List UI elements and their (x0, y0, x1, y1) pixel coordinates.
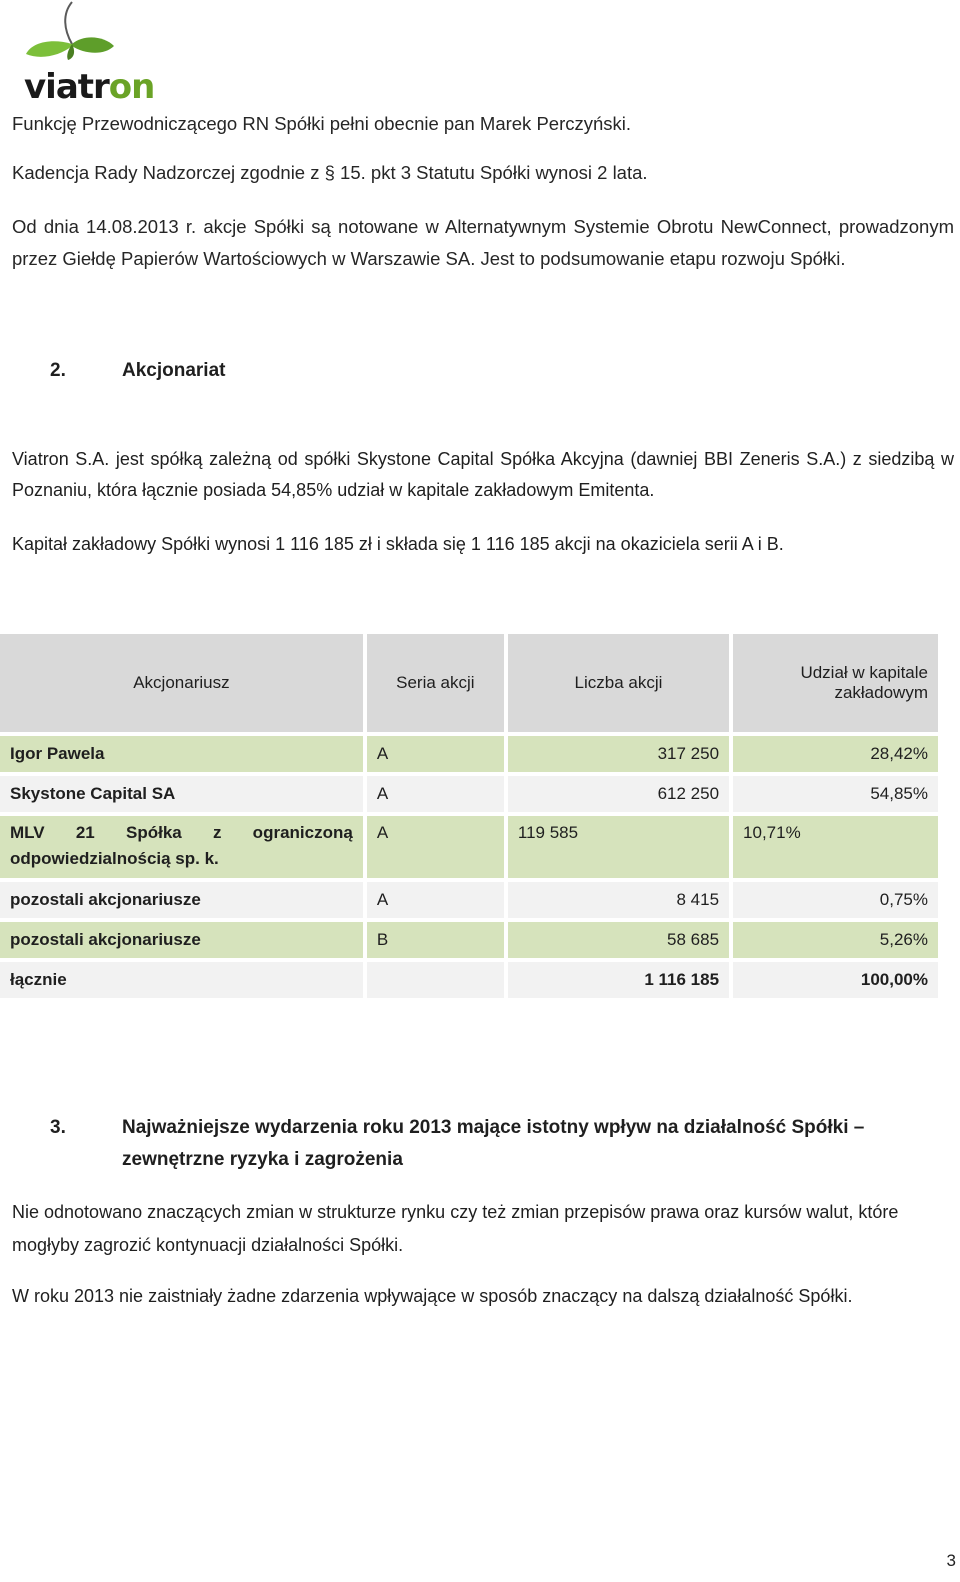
cell-series: A (367, 816, 508, 882)
logo-wordmark (24, 67, 155, 107)
cell-series: B (367, 922, 508, 962)
cell-share-pct: 54,85% (733, 776, 942, 816)
table-row (0, 882, 942, 922)
cell-share-pct: 10,71% (733, 816, 942, 882)
cell-share-pct: 0,75% (733, 882, 942, 922)
table-row (0, 736, 942, 776)
cell-total-share-pct: 100,00% (733, 962, 942, 1002)
cell-series: A (367, 882, 508, 922)
table-row (0, 816, 942, 882)
shareholder-table (0, 634, 942, 1002)
section-3-title: Najważniejsze wydarzenia roku 2013 mające istotny wpływ na działalność Spółki – zewnętrzne ryzyka i zagrożenia (122, 1117, 865, 1170)
cell-series: A (367, 776, 508, 816)
intro-paragraph-1: Funkcję Przewodniczącego RN Spółki pełni obecnie pan Marek Perczyński. (12, 113, 632, 134)
logo-text-main: viatr (24, 67, 109, 107)
cell-share-pct: 5,26% (733, 922, 942, 962)
cell-holder: MLV 21 Spółka z ograniczoną odpowiedzialnością sp. k. (0, 816, 367, 882)
header-series: Seria akcji (367, 634, 508, 736)
cell-shares: 119 585 (508, 816, 733, 882)
cell-shares: 58 685 (508, 922, 733, 962)
cell-holder: pozostali akcjonariusze (0, 882, 367, 922)
table-header-row (0, 634, 942, 736)
table-row (0, 776, 942, 816)
section-2-paragraph-2: Kapitał zakładowy Spółki wynosi 1 116 185 zł i składa się 1 116 185 akcji na okaziciela serii A i B. (12, 534, 784, 554)
cell-series: A (367, 736, 508, 776)
cell-total-series (367, 962, 508, 1002)
section-3-number: 3. (50, 1117, 66, 1138)
section-2-title: Akcjonariat (122, 360, 226, 381)
cell-total-shares: 1 116 185 (508, 962, 733, 1002)
cell-holder: Igor Pawela (0, 736, 367, 776)
cell-total-label: łącznie (0, 962, 367, 1002)
header-capital-share: Udział w kapitale zakładowym (733, 634, 942, 736)
intro-paragraph-2: Kadencja Rady Nadzorczej zgodnie z § 15. pkt 3 Statutu Spółki wynosi 2 lata. (12, 162, 648, 183)
company-logo (22, 0, 197, 107)
section-3-paragraph-2: W roku 2013 nie zaistniały żadne zdarzenia wpływające w sposób znaczący na dalszą działalność Spółki. (12, 1286, 853, 1306)
table-total-row (0, 962, 942, 1002)
table-row (0, 922, 942, 962)
logo-text-accent: on (108, 67, 155, 107)
intro-paragraph-3: Od dnia 14.08.2013 r. akcje Spółki są notowane w Alternatywnym Systemie Obrotu NewConnect, prowadzonym przez Giełdę Papierów Wartościowych w Warszawie SA. Jest to podsumowanie etapu rozwoju Spółki. (12, 216, 954, 269)
cell-share-pct: 28,42% (733, 736, 942, 776)
section-2-number: 2. (50, 360, 66, 381)
page-number: 3 (946, 1551, 956, 1570)
cell-shares: 612 250 (508, 776, 733, 816)
header-share-count: Liczba akcji (508, 634, 733, 736)
cell-holder: pozostali akcjonariusze (0, 922, 367, 962)
cell-holder: Skystone Capital SA (0, 776, 367, 816)
cell-shares: 317 250 (508, 736, 733, 776)
header-shareholder: Akcjonariusz (0, 634, 367, 736)
section-3-paragraph-1: Nie odnotowano znaczących zmian w strukturze rynku czy też zmian przepisów prawa oraz kursów walut, które mogłyby zagrozić kontynuacji działalności Spółki. (12, 1202, 899, 1255)
cell-shares: 8 415 (508, 882, 733, 922)
section-2-paragraph-1: Viatron S.A. jest spółką zależną od spółki Skystone Capital Spółka Akcyjna (dawniej BBI Zeneris S.A.) z siedzibą w Poznaniu, która łącznie posiada 54,85% udział w kapitale zakładowym Emitenta. (12, 449, 954, 500)
